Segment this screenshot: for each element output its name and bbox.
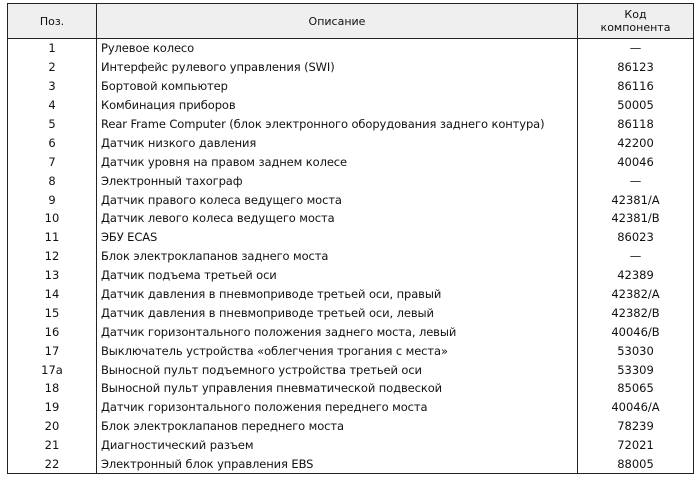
row-description: Электронный блок управления EBS xyxy=(97,455,578,474)
table-row xyxy=(8,190,694,209)
table-row xyxy=(8,266,694,285)
row-component-code: 40046 xyxy=(578,152,694,171)
row-component-code: 42200 xyxy=(578,133,694,152)
table-row xyxy=(8,39,694,58)
header-description: Описание xyxy=(97,4,578,39)
table-row xyxy=(8,171,694,190)
table-row xyxy=(8,209,694,228)
row-component-code: 86023 xyxy=(578,228,694,247)
row-component-code: 88005 xyxy=(578,455,694,474)
table-row xyxy=(8,58,694,77)
row-position: 19 xyxy=(8,398,97,417)
table-row xyxy=(8,285,694,304)
row-position: 14 xyxy=(8,285,97,304)
table-row xyxy=(8,360,694,379)
row-position: 1 xyxy=(8,39,97,58)
row-position: 18 xyxy=(8,379,97,398)
row-component-code: 53309 xyxy=(578,360,694,379)
row-position: 6 xyxy=(8,133,97,152)
row-component-code: — xyxy=(578,39,694,58)
table-row xyxy=(8,228,694,247)
row-description: Датчик давления в пневмоприводе третьей оси, правый xyxy=(97,285,578,304)
row-description: Датчик левого колеса ведущего моста xyxy=(97,209,578,228)
row-position: 17a xyxy=(8,360,97,379)
row-description: Рулевое колесо xyxy=(97,39,578,58)
row-description: Датчик правого колеса ведущего моста xyxy=(97,190,578,209)
row-position: 9 xyxy=(8,190,97,209)
table-row xyxy=(8,247,694,266)
row-position: 15 xyxy=(8,303,97,322)
row-description: Диагностический разъем xyxy=(97,436,578,455)
row-component-code: 40046/A xyxy=(578,398,694,417)
row-description: Rear Frame Computer (блок электронного оборудования заднего контура) xyxy=(97,115,578,134)
row-description: Датчик уровня на правом заднем колесе xyxy=(97,152,578,171)
row-component-code: 78239 xyxy=(578,417,694,436)
table-row xyxy=(8,455,694,474)
row-component-code: 42382/B xyxy=(578,303,694,322)
header-component-code xyxy=(578,4,694,39)
row-position: 20 xyxy=(8,417,97,436)
row-description: Выключатель устройства «облегчения трогания с места» xyxy=(97,341,578,360)
table-row xyxy=(8,77,694,96)
row-component-code: 42389 xyxy=(578,266,694,285)
row-description: Датчик низкого давления xyxy=(97,133,578,152)
row-component-code: — xyxy=(578,247,694,266)
table-row xyxy=(8,417,694,436)
table-row xyxy=(8,398,694,417)
row-position: 4 xyxy=(8,96,97,115)
row-description: Выносной пульт управления пневматической подвеской xyxy=(97,379,578,398)
row-position: 22 xyxy=(8,455,97,474)
header-pos: Поз. xyxy=(8,4,97,39)
table-row xyxy=(8,322,694,341)
row-component-code: — xyxy=(578,171,694,190)
row-position: 10 xyxy=(8,209,97,228)
row-position: 8 xyxy=(8,171,97,190)
row-component-code: 86116 xyxy=(578,77,694,96)
row-component-code: 42381/A xyxy=(578,190,694,209)
table-row xyxy=(8,379,694,398)
row-component-code: 72021 xyxy=(578,436,694,455)
table-row xyxy=(8,133,694,152)
row-position: 5 xyxy=(8,115,97,134)
row-component-code: 53030 xyxy=(578,341,694,360)
row-component-code: 42381/B xyxy=(578,209,694,228)
row-component-code: 40046/B xyxy=(578,322,694,341)
table-row xyxy=(8,341,694,360)
row-description: Бортовой компьютер xyxy=(97,77,578,96)
table-body xyxy=(8,39,694,474)
row-position: 12 xyxy=(8,247,97,266)
row-component-code: 85065 xyxy=(578,379,694,398)
row-description: Блок электроклапанов переднего моста xyxy=(97,417,578,436)
row-position: 3 xyxy=(8,77,97,96)
row-component-code: 50005 xyxy=(578,96,694,115)
table-header-row xyxy=(8,4,694,39)
table-row xyxy=(8,436,694,455)
table-row xyxy=(8,96,694,115)
header-code-line1: Код xyxy=(624,8,647,21)
row-component-code: 86118 xyxy=(578,115,694,134)
table-row xyxy=(8,303,694,322)
row-description: Блок электроклапанов заднего моста xyxy=(97,247,578,266)
row-position: 13 xyxy=(8,266,97,285)
row-description: Интерфейс рулевого управления (SWI) xyxy=(97,58,578,77)
table-row xyxy=(8,152,694,171)
row-description: Выносной пульт подъемного устройства третьей оси xyxy=(97,360,578,379)
row-description: Датчик давления в пневмоприводе третьей оси, левый xyxy=(97,303,578,322)
row-description: ЭБУ ECAS xyxy=(97,228,578,247)
row-description: Датчик подъема третьей оси xyxy=(97,266,578,285)
row-position: 16 xyxy=(8,322,97,341)
row-component-code: 86123 xyxy=(578,58,694,77)
row-position: 11 xyxy=(8,228,97,247)
header-code-line2: компонента xyxy=(600,21,671,34)
row-description: Датчик горизонтального положения переднего моста xyxy=(97,398,578,417)
row-position: 17 xyxy=(8,341,97,360)
row-description: Датчик горизонтального положения заднего моста, левый xyxy=(97,322,578,341)
row-description: Комбинация приборов xyxy=(97,96,578,115)
components-table xyxy=(7,3,694,474)
row-component-code: 42382/A xyxy=(578,285,694,304)
row-description: Электронный тахограф xyxy=(97,171,578,190)
row-position: 7 xyxy=(8,152,97,171)
table-row xyxy=(8,115,694,134)
row-position: 21 xyxy=(8,436,97,455)
row-position: 2 xyxy=(8,58,97,77)
